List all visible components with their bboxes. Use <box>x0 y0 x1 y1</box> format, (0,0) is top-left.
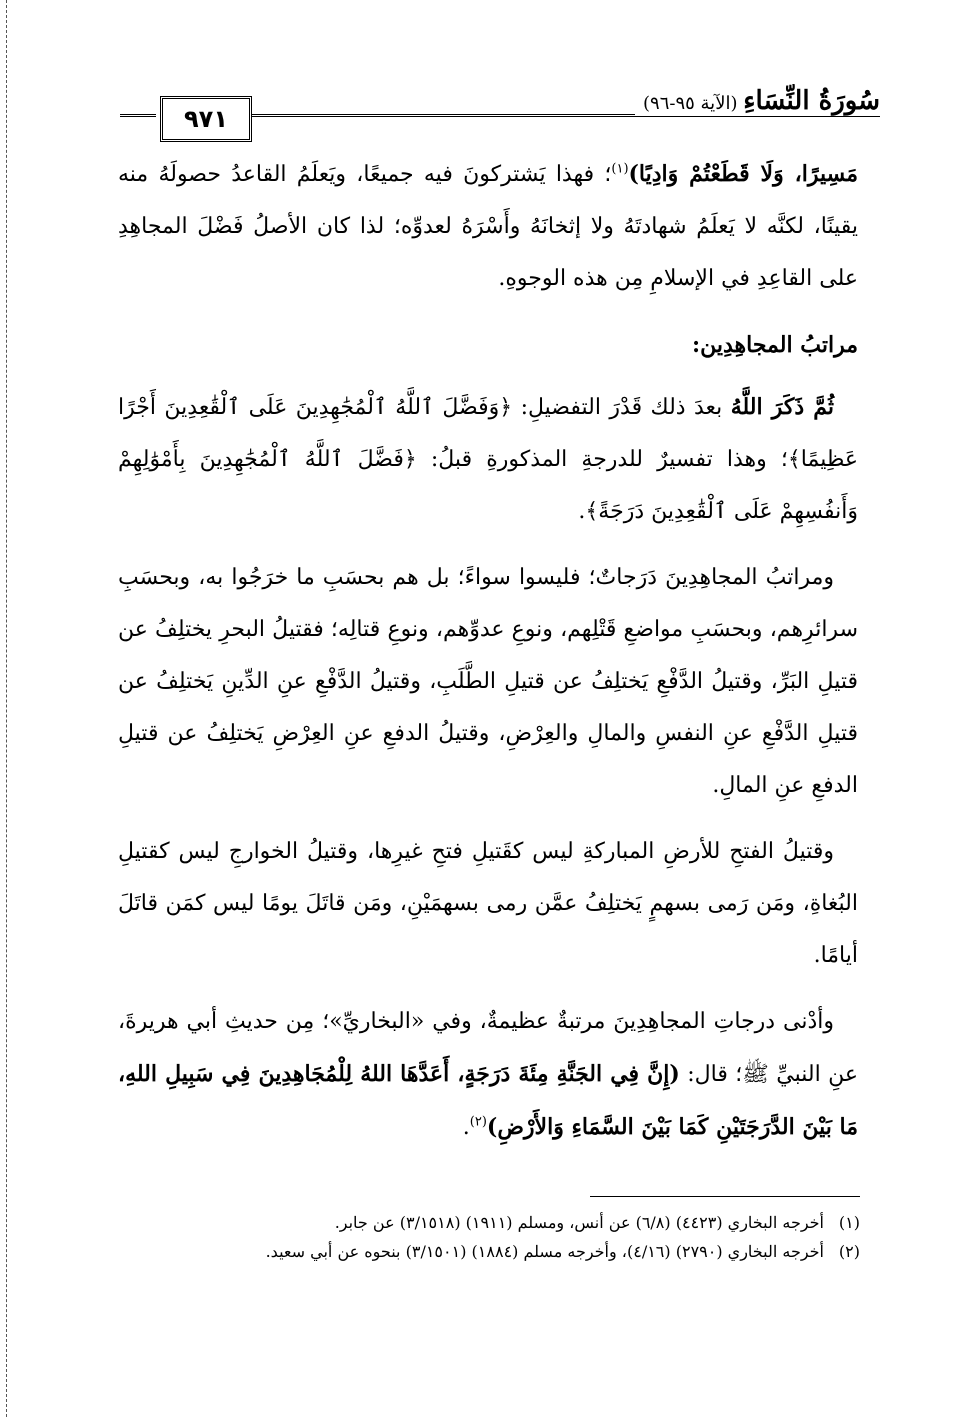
footnote-1 <box>130 1208 860 1237</box>
paragraph-text: ؛ فهذا يَشتركونَ فيه جميعًا، ويَعلَمُ القاعدُ حصولَهُ منه يقينًا، لكنَّه لا يَعلَمُ شهادتَهُ ولا إثخانَهُ وأَسْرَهُ لعدوِّه؛ لذا كان الأصلُ فَضْلَ المجاهِدِ على القاعِدِ في الإسلامِ مِن هذه الوجوهِ. <box>118 162 858 291</box>
footnote-ref-1: (١) <box>611 161 629 177</box>
paragraph-text: ؛ وهذا تفسيرٌ للدرجةِ المذكورةِ قبلُ: <box>416 447 788 472</box>
paragraph-2 <box>118 381 858 538</box>
paragraph-5 <box>118 996 858 1154</box>
paragraph-text: وأدْنى درجاتِ المجاهِدِينَ مرتبةٌ عظيمةٌ، وفي «البخاريِّ»؛ مِن حديثِ أبي هريرةَ، عنِ النبيِّ ﷺ؛ قال: <box>118 1009 858 1087</box>
paragraph-end: . <box>578 499 586 524</box>
footnote-text: أخرجه البخاري (٤٤٢٣) (٦/٨) عن أنس، ومسلم (١٩١١) (٣/١٥١٨) عن جابر. <box>334 1213 824 1232</box>
paragraph-1 <box>118 148 858 305</box>
section-heading: مراتبُ المجاهِدِين: <box>692 332 858 358</box>
main-text <box>118 148 858 1168</box>
footnotes <box>130 1208 860 1266</box>
page-number: ٩٧١ <box>160 96 252 142</box>
page-header <box>120 86 880 142</box>
footnote-text: أخرجه البخاري (٢٧٩٠) (٤/١٦)، وأخرجه مسلم (١٨٨٤) (٣/١٥٠١) بنحوه عن أبي سعيد. <box>265 1242 824 1261</box>
footnote-separator <box>590 1196 860 1197</box>
divine-name: ثُمَّ ذَكَرَ اللَّهُ <box>730 394 834 420</box>
paragraph-end: . <box>462 1115 470 1140</box>
quran-verse-1: ﴿وَفَضَّلَ ٱللَّهُ ٱلْمُجَٰهِدِينَ عَلَى ٱلْقَٰعِدِينَ أَجْرًا عَظِيمًا﴾ <box>118 395 858 472</box>
header-rule-left <box>120 114 156 121</box>
verse-range: (الآية ٩٥-٩٦) <box>643 93 738 114</box>
footnote-number: (٢) <box>838 1242 860 1261</box>
footnote-number: (١) <box>838 1213 860 1232</box>
surah-title: سُورَةُ النِّسَاءِ <box>743 86 880 116</box>
quran-quote: مَسِيرًا، وَلَا قَطَعْتُمْ وَادِيًا) <box>628 161 859 187</box>
hadith-quote: (إِنَّ فِي الجَنَّةِ مِئَةَ دَرَجَةٍ، أَعَدَّهَا اللهُ لِلْمُجَاهِدِينَ فِي سَبِيلِ اللهِ، مَا بَيْنَ الدَّرَجَتَيْنِ كَمَا بَيْنَ السَّمَاءِ وَالأَرْضِ) <box>118 1061 858 1140</box>
footnote-ref-2: (٢) <box>469 1114 487 1130</box>
paragraph-text: بعدَ ذلك قَدْرَ التفضيلِ: <box>512 395 731 420</box>
page-edge <box>6 0 7 1417</box>
quran-verse-2: ﴿فَضَّلَ ٱللَّهُ ٱلْمُجَٰهِدِينَ بِأَمْوَٰلِهِمْ وَأَنفُسِهِمْ عَلَى ٱلْقَٰعِدِينَ دَرَجَةً﴾ <box>118 447 858 524</box>
paragraph-4: وقتيلُ الفتحِ للأرضِ المباركةِ ليس كقَتيلِ فتحِ غيرِها، وقتيلُ الخوارجِ ليس كقتيلِ البُغاةِ، ومَن رَمى بسهمٍ يَختلِفُ عمَّن رمى بسهمَيْنِ، ومَن قاتَلَ يومًا ليس كمَن قاتَلَ أيامًا. <box>118 839 858 968</box>
footnote-2 <box>130 1237 860 1266</box>
running-head <box>635 86 880 116</box>
paragraph-3: ومراتبُ المجاهِدِينَ دَرَجاتٌ؛ فليسوا سواءً؛ بل هم بحسَبِ ما خرَجُوا به، وبحسَبِ سرائرِهم، وبحسَبِ مواضعِ قَتْلِهم، ونوعِ عدوِّهم، ونوعِ قتالِه؛ فقتيلُ البحرِ يختلِفُ عن قتيلِ البَرِّ، وقتيلُ الدَّفْعِ يَختلِفُ عن قتيلِ الطَّلَبِ، وقتيلُ الدَّفْعِ عنِ الدِّينِ يَختلِفُ عن قتيلِ الدَّفْعِ عنِ النفسِ والمالِ والعِرْضِ، وقتيلُ الدفعِ عنِ العِرْضِ يَختلِفُ عن قتيلِ الدفعِ عنِ المالِ. <box>118 565 859 798</box>
